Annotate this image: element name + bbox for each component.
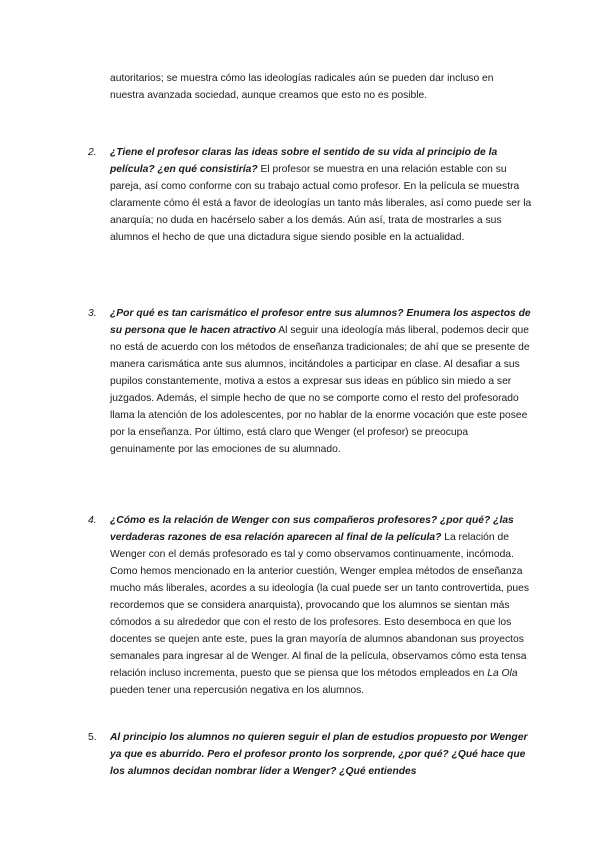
item-body — [110, 305, 533, 458]
item-number: 3. — [88, 308, 97, 319]
question-text: Al principio los alumnos no quieren seguir el plan de estudios propuesto por Wenger ya que es aburrido. Pero el profesor pronto los sorprende, ¿por qué? ¿Qué hace que los alumnos decidan nombrar líder a Wenger? ¿Qué entiendes — [110, 732, 528, 777]
answer-text: El profesor se muestra en una relación estable con su pareja, así como conforme con su trabajo actual como profesor. En la película se muestra claramente cómo él está a favor de ideologías un tanto más liberales, así como puede ser la anarquía; no duda en hacérselo saber a los demás. Aún así, trata de mostrarles a sus alumnos el hecho de que una dictadura sigue siendo posible en la actualidad. — [110, 164, 532, 243]
question-item-2 — [88, 144, 533, 246]
question-item-4 — [88, 512, 533, 699]
answer-text: Al seguir una ideología más liberal, podemos decir que no está de acuerdo con los métodos de enseñanza tradicionales; de ahí que se presente de manera carismática ante sus alumnos, incitándoles a participar en clase. Al desafiar a sus pupilos constantemente, motiva a estos a expresar sus ideas en público sin miedo a ser juzgados. Además, el simple hecho de que no se comporte como el resto del profesorado llama la atención de los adolescentes, por no hablar de la enorme vocación que este posee por la enseñanza. Por último, está claro que Wenger (el profesor) se preocupa genuinamente por las emociones de su alumnado. — [110, 325, 530, 455]
question-item-3 — [88, 305, 533, 458]
answer-text-end: pueden tener una repercusión negativa en los alumnos. — [110, 685, 365, 696]
question-item-5 — [88, 729, 533, 780]
film-title: La Ola — [487, 668, 518, 679]
question-text: ¿Tiene el profesor claras las ideas sobre el sentido de su vida al principio de la película? ¿en qué consistiría? — [110, 147, 498, 175]
intro-paragraph: autoritarios; se muestra cómo las ideologías radicales aún se pueden dar incluso en nuestra avanzada sociedad, aunque creamos que esto no es posible. — [110, 73, 494, 101]
question-text: ¿Cómo es la relación de Wenger con sus compañeros profesores? ¿por qué? ¿las verdaderas razones de esa relación aparecen al final de la película? — [110, 515, 514, 543]
answer-text: La relación de Wenger con el demás profesorado es tal y como observamos continuamente, incómoda. Como hemos mencionado en la anterior cuestión, Wenger emplea métodos de enseñanza mucho más liberales, acordes a su ideología (la cual puede ser un tanto controvertida, pues recordemos que se considera anarquista), provocando que los alumnos se sientan más cómodos a su alrededor que con el resto de los profesores. Esto desemboca en que los docentes se quejen ante este, pues la gran mayoría de alumnos abandonan sus proyectos semanales para ingresar al de Wenger. Al final de la película, observamos cómo esta tensa relación incluso incrementa, puesto que se piensa que los métodos empleados en — [110, 532, 529, 679]
question-text: ¿Por qué es tan carismático el profesor entre sus alumnos? Enumera los aspectos de su persona que le hacen atractivo — [110, 308, 531, 336]
item-body — [110, 729, 533, 780]
item-number: 4. — [88, 515, 97, 526]
item-number: 5. — [88, 732, 97, 743]
item-body — [110, 144, 533, 246]
item-body — [110, 512, 533, 699]
item-number: 2. — [88, 147, 97, 158]
